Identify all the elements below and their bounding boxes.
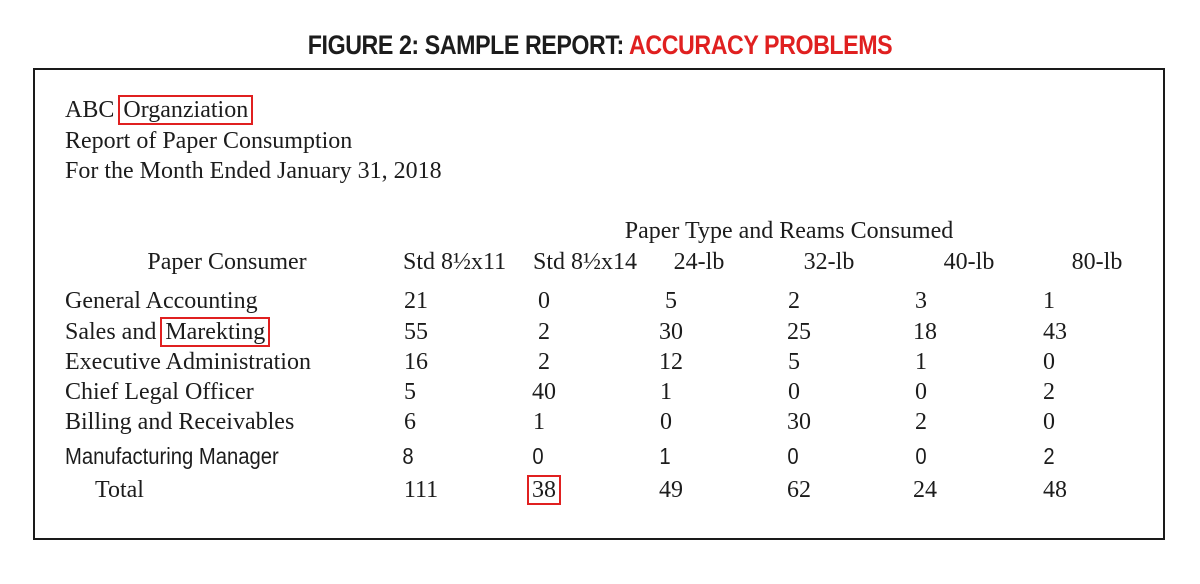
col-header-40lb: 40-lb [943, 249, 995, 275]
cell: 25 [787, 319, 811, 345]
total-cell: 62 [787, 477, 811, 503]
col-header-80lb: 80-lb [1071, 249, 1123, 275]
total-cell [529, 476, 559, 504]
row-consumer [65, 318, 268, 346]
cell: 12 [659, 349, 683, 375]
cell: 5 [788, 349, 800, 375]
cell: 0 [788, 379, 800, 405]
row-consumer: Manufacturing Manager [65, 443, 279, 469]
report-title: Report of Paper Consumption [65, 128, 353, 154]
cell: 2 [1043, 379, 1055, 405]
row-consumer: Chief Legal Officer [65, 379, 254, 405]
cell: 2 [1043, 443, 1055, 469]
cell: 2 [538, 319, 550, 345]
cell: 0 [1043, 409, 1055, 435]
cell: 16 [404, 349, 428, 375]
consumer-name-error: Marekting [162, 319, 268, 345]
cell: 1 [659, 443, 671, 469]
row-consumer: Billing and Receivables [65, 409, 295, 435]
col-header-32lb: 32-lb [803, 249, 855, 275]
cell: 21 [404, 288, 428, 314]
cell: 40 [532, 379, 556, 405]
figure-title-highlight: ACCURACY PROBLEMS [629, 30, 893, 60]
col-header-std-11: Std 8½x11 [403, 249, 507, 275]
org-line [65, 96, 251, 124]
total-cell: 49 [659, 477, 683, 503]
cell: 5 [404, 379, 416, 405]
cell: 2 [538, 349, 550, 375]
cell: 6 [404, 409, 416, 435]
figure-title-prefix: FIGURE 2: SAMPLE REPORT: [307, 30, 630, 60]
cell: 0 [538, 288, 550, 314]
cell: 0 [915, 379, 927, 405]
org-prefix: ABC [65, 97, 121, 123]
cell: 43 [1043, 319, 1067, 345]
consumer-header: Paper Consumer [147, 249, 307, 275]
cell: 30 [659, 319, 683, 345]
row-consumer: Executive Administration [65, 349, 311, 375]
cell: 1 [915, 349, 927, 375]
row-consumer-prefix: Sales and [65, 319, 163, 345]
total-cell: 24 [913, 477, 937, 503]
cell: 1 [1043, 288, 1055, 314]
cell: 18 [913, 319, 937, 345]
cell: 3 [915, 288, 927, 314]
org-name-error: Organziation [120, 97, 251, 123]
cell: 1 [533, 409, 545, 435]
total-label: Total [95, 477, 144, 503]
cell: 55 [404, 319, 428, 345]
cell: 0 [660, 409, 672, 435]
total-value-error: 38 [529, 477, 559, 503]
group-header: Paper Type and Reams Consumed [624, 218, 954, 244]
cell: 0 [787, 443, 799, 469]
cell: 5 [665, 288, 677, 314]
cell: 0 [532, 443, 544, 469]
cell: 0 [1043, 349, 1055, 375]
cell: 0 [915, 443, 927, 469]
row-consumer: General Accounting [65, 288, 258, 314]
total-cell: 111 [403, 477, 439, 503]
total-cell: 48 [1043, 477, 1067, 503]
report-period: For the Month Ended January 31, 2018 [65, 158, 442, 184]
cell: 2 [788, 288, 800, 314]
cell: 2 [915, 409, 927, 435]
cell: 1 [660, 379, 672, 405]
cell: 30 [787, 409, 811, 435]
col-header-std-14: Std 8½x14 [533, 249, 638, 275]
figure-title [84, 30, 1116, 61]
cell: 8 [402, 443, 414, 469]
col-header-24lb: 24-lb [673, 249, 725, 275]
